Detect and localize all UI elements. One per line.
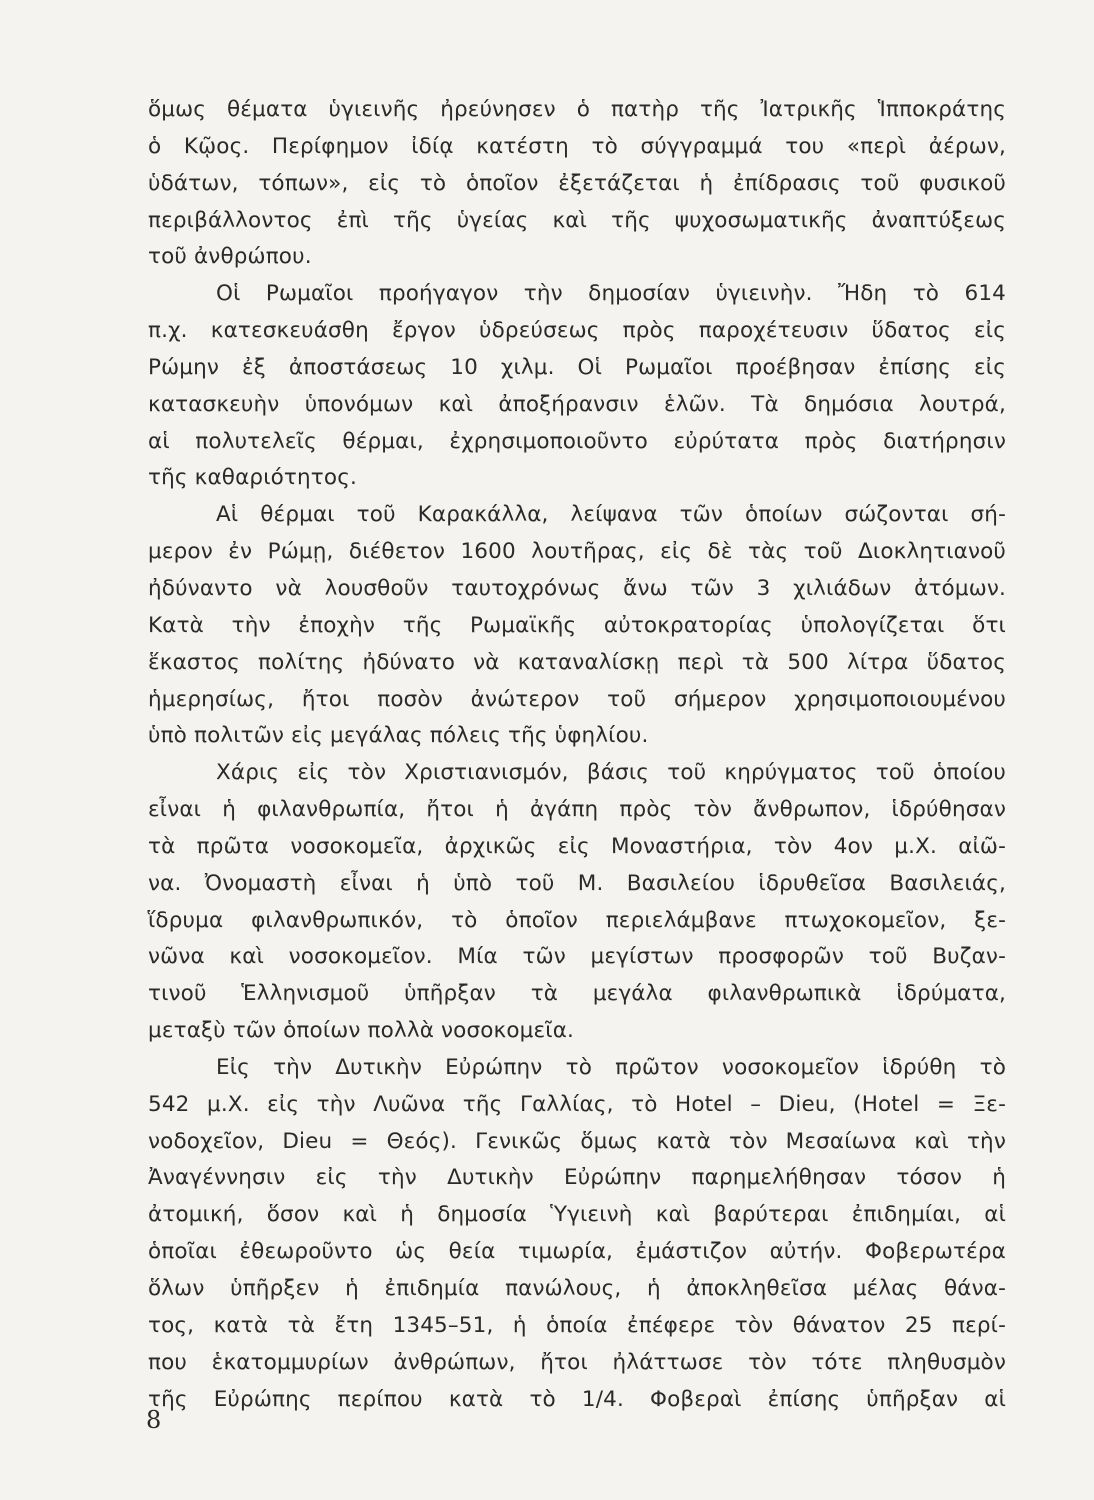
paragraph — [148, 497, 1006, 755]
text-line: π.χ. κατεσκευάσθη ἔργον ὑδρεύσεως πρὸς παροχέτευσιν ὕδατος εἰς — [148, 318, 1006, 344]
text-line: Χάρις εἰς τὸν Χριστιανισμόν, βάσις τοῦ κηρύγματος τοῦ ὁποίου — [216, 760, 1006, 786]
text-line: που ἑκατομμυρίων ἀνθρώπων, ἤτοι ἠλάττωσε τὸν τότε πληθυσμὸν — [148, 1349, 1006, 1375]
text-line: αἱ πολυτελεῖς θέρμαι, ἐχρησιμοποιοῦντο εὐρύτατα πρὸς διατήρησιν — [148, 428, 1006, 454]
text-line: ὑδάτων, τόπων», εἰς τὸ ὁποῖον ἐξετάζεται ἡ ἐπίδρασις τοῦ φυσικοῦ — [148, 170, 1006, 196]
text-line: ἵδρυμα φιλανθρωπικόν, τὸ ὁποῖον περιελάμβανε πτωχοκομεῖον, ξε- — [148, 907, 1006, 933]
text-line: Ἀναγέννησιν εἰς τὴν Δυτικὴν Εὐρώπην παρημελήθησαν τόσον ἡ — [148, 1165, 1006, 1191]
text-line: Εἰς τὴν Δυτικὴν Εὐρώπην τὸ πρῶτον νοσοκομεῖον ἱδρύθη τὸ — [216, 1054, 1006, 1080]
text-line: ὁποῖαι ἐθεωροῦντο ὡς θεία τιμωρία, ἐμάστιζον αὐτήν. Φοβερωτέρα — [148, 1239, 1006, 1265]
text-line: ὅλων ὑπῆρξεν ἡ ἐπιδημία πανώλους, ἡ ἀποκληθεῖσα μέλας θάνα- — [148, 1276, 1006, 1301]
text-line: νῶνα καὶ νοσοκομεῖον. Μία τῶν μεγίστων προσφορῶν τοῦ Βυζαν- — [148, 944, 1006, 970]
text-line: Οἱ Ρωμαῖοι προήγαγον τὴν δημοσίαν ὑγιεινὴν. Ἤδη τὸ 614 — [216, 281, 1006, 307]
paragraph — [148, 276, 1006, 497]
text-line: ὁ Κῷος. Περίφημον ἰδίᾳ κατέστη τὸ σύγγραμμά του «περὶ ἀέρων, — [148, 133, 1006, 159]
text-line: τινοῦ Ἑλληνισμοῦ ὑπῆρξαν τὰ μεγάλα φιλανθρωπικὰ ἱδρύματα, — [148, 981, 1006, 1007]
text-line: Ρώμην ἐξ ἀποστάσεως 10 χιλμ. Οἱ Ρωμαῖοι προέβησαν ἐπίσης εἰς — [148, 354, 1006, 380]
paragraph — [148, 1050, 1006, 1418]
text-line: ἕκαστος πολίτης ἠδύνατο νὰ καταναλίσκῃ περὶ τὰ 500 λίτρα ὕδατος — [148, 649, 1006, 675]
page-number: 8 — [146, 1406, 162, 1434]
text-line: ἀτομική, ὅσον καὶ ἡ δημοσία Ὑγιεινὴ καὶ βαρύτεραι ἐπιδημίαι, αἱ — [148, 1202, 1006, 1228]
body-text — [148, 92, 1006, 1418]
text-line: Κατὰ τὴν ἐποχὴν τῆς Ρωμαϊκῆς αὐτοκρατορίας ὑπολογίζεται ὅτι — [148, 612, 1006, 638]
text-line: ἠδύναντο νὰ λουσθοῦν ταυτοχρόνως ἄνω τῶν 3 χιλιάδων ἀτόμων. — [148, 575, 1006, 601]
text-line: ὅμως θέματα ὑγιεινῆς ἠρεύνησεν ὁ πατὴρ τῆς Ἰατρικῆς Ἱπποκράτης — [148, 97, 1006, 122]
text-line: μερον ἐν Ρώμῃ, διέθετον 1600 λουτῆρας, εἰς δὲ τὰς τοῦ Διοκλητιανοῦ — [148, 539, 1006, 565]
text-line: τοῦ ἀνθρώπου. — [148, 244, 312, 270]
paragraph — [148, 755, 1006, 1050]
text-line: περιβάλλοντος ἐπὶ τῆς ὑγείας καὶ τῆς ψυχοσωματικῆς ἀναπτύξεως — [148, 207, 1006, 233]
text-line: ὑπὸ πολιτῶν εἰς μεγάλας πόλεις τῆς ὑφηλίου. — [148, 723, 649, 749]
text-line: τὰ πρῶτα νοσοκομεῖα, ἀρχικῶς εἰς Μοναστήρια, τὸν 4ον μ.Χ. αἰῶ- — [148, 833, 1006, 859]
text-line: κατασκευὴν ὑπονόμων καὶ ἀποξήρανσιν ἑλῶν. Τὰ δημόσια λουτρά, — [148, 391, 1006, 417]
text-line: Αἱ θέρμαι τοῦ Καρακάλλα, λείψανα τῶν ὁποίων σώζονται σή- — [216, 502, 1006, 528]
text-line: ἡμερησίως, ἤτοι ποσὸν ἀνώτερον τοῦ σήμερον χρησιμοποιουμένου — [148, 686, 1006, 712]
text-line: να. Ὀνομαστὴ εἶναι ἡ ὑπὸ τοῦ Μ. Βασιλείου ἱδρυθεῖσα Βασιλειάς, — [148, 870, 1006, 896]
text-line: μεταξὺ τῶν ὁποίων πολλὰ νοσοκομεῖα. — [148, 1018, 575, 1044]
text-line: νοδοχεῖον, Dieu = Θεός). Γενικῶς ὅμως κατὰ τὸν Μεσαίωνα καὶ τὴν — [148, 1128, 1006, 1154]
text-line: 542 μ.Χ. εἰς τὴν Λυῶνα τῆς Γαλλίας, τὸ Hotel – Dieu, (Hotel = Ξε- — [148, 1091, 1006, 1117]
text-line: τῆς Εὐρώπης περίπου κατὰ τὸ 1/4. Φοβεραὶ ἐπίσης ὑπῆρξαν αἱ — [148, 1386, 1006, 1412]
text-line: τος, κατὰ τὰ ἔτη 1345–51, ἡ ὁποία ἐπέφερε τὸν θάνατον 25 περί- — [148, 1312, 1006, 1338]
paragraph — [148, 92, 1006, 276]
text-line: τῆς καθαριότητος. — [148, 465, 357, 491]
text-line: εἶναι ἡ φιλανθρωπία, ἤτοι ἡ ἀγάπη πρὸς τὸν ἄνθρωπον, ἱδρύθησαν — [148, 797, 1006, 823]
